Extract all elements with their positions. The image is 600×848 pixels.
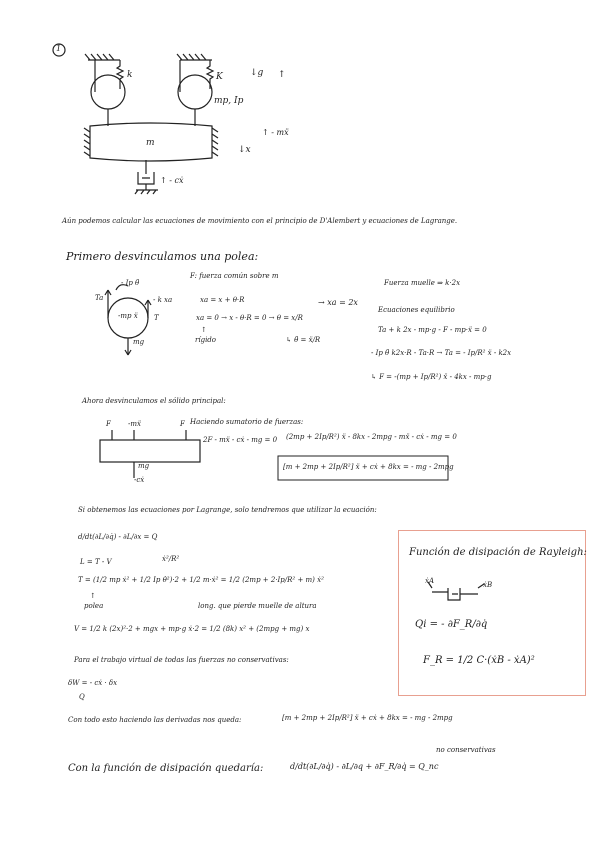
V-note: long. que pierde muelle de altura bbox=[198, 602, 317, 610]
fbd2-f-left: F bbox=[106, 420, 111, 428]
problem-number: 1 bbox=[56, 44, 62, 53]
polea-label: polea bbox=[84, 602, 104, 610]
L-def: L = T - V bbox=[80, 558, 112, 566]
rigid-label: rígido bbox=[195, 336, 216, 344]
boxed-eq: [m + 2mp + 2Ip/R²] ẍ + cẋ + 8kx = - mg - 2mpg bbox=[283, 463, 454, 471]
rayleigh-xa: ẋA bbox=[425, 577, 435, 585]
sum-eq: 2F - mẍ - cẋ - mg = 0 bbox=[203, 436, 278, 444]
fbd-mg-label: mg bbox=[133, 338, 145, 346]
gravity-label: ↓g bbox=[250, 68, 264, 78]
fbd-ta-label: Ta bbox=[95, 294, 104, 302]
fbd-center-label: -mp ẍ bbox=[118, 312, 138, 320]
pulley-left bbox=[91, 75, 125, 109]
damper-force-label: ↑ - cẋ bbox=[160, 176, 184, 185]
ceiling-hatch-right bbox=[177, 54, 212, 60]
Q-label: Q bbox=[79, 693, 85, 701]
spring-force: Fuerza muelle ⇒ k·2x bbox=[384, 279, 461, 287]
fbd-top-label: - Ip θ̈ bbox=[121, 279, 140, 287]
intro-line: Aún podemos calcular las ecuaciones de movimiento con el principio de D'Alembert y ecuaciones de Lagrange. bbox=[62, 217, 458, 225]
work-eq: δW = - cẋ · δx bbox=[68, 679, 118, 687]
fbd2-mg: mg bbox=[138, 462, 150, 470]
dissip-text: Con la función de disipación quedaría: bbox=[68, 763, 264, 774]
theta-dd: ↳ θ̈ = ẍ/R bbox=[286, 336, 321, 344]
equilibrium-label: Ecuaciones equilibrio bbox=[378, 306, 455, 314]
polea-arrow: ↑ bbox=[90, 592, 96, 600]
T-eq: T = (1/2 mp ẋ² + 1/2 Ip θ̇²)·2 + 1/2 m·ẋ² = 1/2 (2mp + 2·Ip/R² + m) ẋ² bbox=[78, 576, 324, 584]
block-mass-label: m bbox=[146, 138, 155, 148]
dissip-eq: d/dt(∂L/∂q̇) - ∂L/∂q + ∂F_R/∂q̇ = Q_nc bbox=[290, 762, 439, 771]
section3-intro: Si obtenemos las ecuaciones por Lagrange, solo tendremos que utilizar la ecuación: bbox=[78, 506, 377, 514]
rayleigh-xb: ẋB bbox=[483, 581, 493, 589]
rayleigh-q-eq: Qi = - ∂F_R/∂q̇ bbox=[415, 619, 488, 630]
ceiling-hatch-left bbox=[85, 54, 120, 60]
fbd2-f-right: F bbox=[180, 420, 185, 428]
xa-eq: → xa = 2x bbox=[318, 298, 358, 307]
inertia-force-label: ↑ - mẍ bbox=[262, 128, 289, 137]
work-intro: Para el trabajo virtual de todas las fuerzas no conservativas: bbox=[74, 656, 289, 664]
up-arrow-label: ↑ bbox=[278, 70, 286, 80]
spring-left bbox=[117, 60, 123, 89]
section2-heading: Ahora desvinculamos el sólido principal: bbox=[82, 397, 226, 405]
spring-right-label: K bbox=[216, 72, 223, 82]
fbd-t-label: T bbox=[154, 314, 159, 322]
eq3: ↳ F = -(mp + Ip/R²) ẍ - 4kx - mp·g bbox=[371, 373, 492, 381]
coord-label: ↓x bbox=[238, 145, 251, 155]
rayleigh-fr-eq: F_R = 1/2 C·(ẋB - ẋA)² bbox=[423, 655, 535, 666]
pulley-right bbox=[178, 75, 212, 109]
eq-xa0: xa = 0 → x - θ·R = 0 → θ = x/R bbox=[196, 314, 303, 322]
fbd2-mx: -mẍ bbox=[128, 420, 141, 428]
expanded-eq: (2mp + 2Ip/R²) ẍ - 8kx - 2mpg - mẍ - cẋ - mg = 0 bbox=[286, 433, 457, 441]
theta-hint: ẋ²/R² bbox=[162, 555, 180, 563]
section1-heading: Primero desvinculamos una polea: bbox=[66, 250, 259, 263]
sum-label: Haciendo sumatorio de fuerzas: bbox=[190, 418, 304, 426]
spring-left-label: k bbox=[127, 70, 133, 80]
final-eq: [m + 2mp + 2Ip/R²] ẍ + cẋ + 8kx = - mg - 2mpg bbox=[282, 714, 453, 722]
eq1: Ta + k 2x - mp·g - F - mp·ẍ = 0 bbox=[378, 326, 487, 334]
rayleigh-box bbox=[398, 530, 586, 696]
pulley-props-label: mp, Ip bbox=[214, 96, 244, 106]
fbd-kxa-label: - k xa bbox=[153, 296, 173, 304]
fbd2-cx: -cẋ bbox=[134, 476, 145, 484]
rigid-arrow: ↑ bbox=[201, 326, 207, 334]
V-eq: V = 1/2 k (2x)²·2 + mgx + mp·g ẋ·2 = 1/2 (8k) x² + (2mpg + mg) x bbox=[74, 625, 310, 633]
fbd-block bbox=[100, 440, 200, 462]
rayleigh-title: Función de disipación de Rayleigh: bbox=[409, 547, 587, 558]
eq2: - Ip θ̈ k2x·R - Ta·R → Ta = - Ip/R² ẍ - k2x bbox=[371, 349, 512, 357]
eq-xa: xa = x + θ·R bbox=[200, 296, 245, 304]
derive-text: Con todo esto haciendo las derivadas nos queda: bbox=[68, 716, 242, 724]
note-F: F: fuerza común sobre m bbox=[190, 272, 279, 280]
lagrange-eq: d/dt(∂L/∂q̇) - ∂L/∂x = Q bbox=[78, 533, 158, 541]
nc-note: no conservativas bbox=[436, 746, 496, 754]
